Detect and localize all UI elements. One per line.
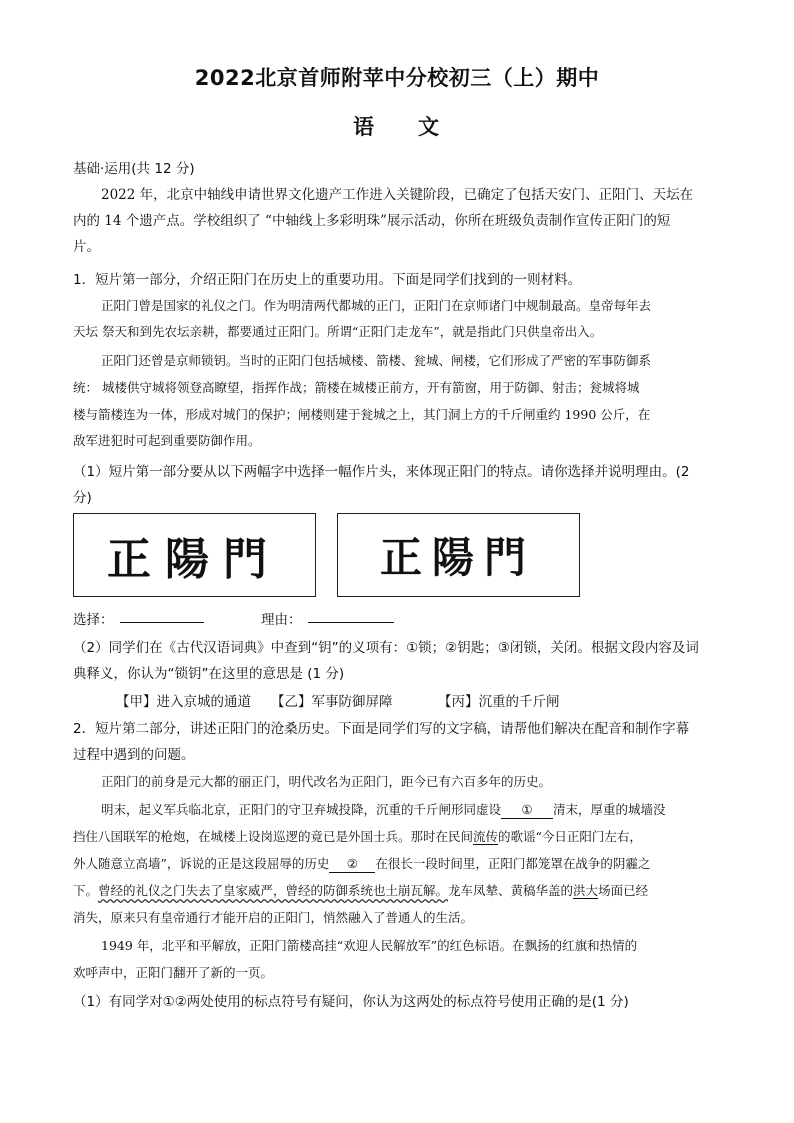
seal-script-text: 正陽門 <box>107 534 281 585</box>
q1-sub2-line-2: 典释义，你认为“锁钥”在这里的意思是 (1 分) <box>73 666 345 682</box>
wavy-underlined-sentence: 曾经的礼仪之门失去了皇家威严，曾经的防御系统也土崩瓦解。 <box>98 883 449 898</box>
text-segment: 场面已经 <box>598 883 649 898</box>
seal-script-art <box>74 514 315 596</box>
intro-line-3: 片。 <box>73 239 100 255</box>
intro-line-1: 2022 年，北京中轴线申请世界文化遗产工作进入关键阶段，已确定了包括天安门、正阳门、天坛在 <box>101 187 694 203</box>
section-heading: 基础·运用(共 12 分) <box>73 161 195 177</box>
text-segment: 龙车凤辇、黄稿华盖的 <box>448 883 574 898</box>
underlined-word-hongda: 洪大 <box>573 883 599 898</box>
text-segment: 的歌谣“今日正阳门左右， <box>498 829 642 844</box>
q2-para-2-line-4 <box>73 881 648 899</box>
choice-answer-line[interactable] <box>120 622 204 623</box>
material-line: 统： 城楼供守城将领登高瞭望，指挥作战；箭楼在城楼正前方，开有箭窗，用于防御、射击；瓮城将城 <box>73 380 640 395</box>
q2-para-3-line-1: 1949 年，北平和平解放，正阳门箭楼高挂“欢迎人民解放军”的红色标语。在飘扬的红旗和热情的 <box>101 938 638 953</box>
option-yi[interactable]: 【乙】军事防御屏障 <box>271 694 393 710</box>
material-line: 敌军进犯时可起到重要防御作用。 <box>73 433 261 448</box>
question-2-stem-line-1: 2．短片第二部分，讲述正阳门的沧桑历史。下面是同学们写的文字稿，请帮他们解决在配音和制作字幕 <box>73 721 690 737</box>
clerical-script-text: 正陽門 <box>379 533 537 582</box>
text-segment: 外人随意立高墙”，诉说的正是这段屈辱的历史 <box>73 856 330 871</box>
q1-sub2-line-1: （2）同学们在《古代汉语词典》中查到“钥”的义项有：①锁；②钥匙；③闭锁，关闭。根据文段内容及词 <box>73 640 699 656</box>
option-jia[interactable]: 【甲】进入京城的通道 <box>116 694 251 710</box>
q2-para-2-line-3 <box>73 854 650 873</box>
text-segment: 下。 <box>73 883 99 898</box>
material-line: 天坛 祭天和到先农坛亲耕，都要通过正阳门。所谓“正阳门走龙车”，就是指此门只供皇帝出入。 <box>73 324 603 339</box>
question-2-stem-line-2: 过程中遇到的问题。 <box>73 747 195 763</box>
calligraphy-image-clerical[interactable] <box>337 513 580 597</box>
intro-line-2: 内的 14 个遗产点。学校组织了 “中轴线上多彩明珠”展示活动，你所在班级负责制作宣传正阳门的短 <box>73 213 671 229</box>
material-line: 正阳门还曾是京师锁钥。当时的正阳门包括城楼、箭楼、瓮城、闸楼，它们形成了严密的军事防御系 <box>101 353 652 368</box>
underlined-word-liuchuan: 流传 <box>473 829 499 844</box>
text-segment: 挡住八国联军的枪炮，在城楼上设岗巡逻的竟已是外国士兵。那时在民间 <box>73 829 474 844</box>
q2-para-2-line-2 <box>73 827 642 845</box>
text-segment: 在很长一段时间里，正阳门都笼罩在战争的阴霾之 <box>375 856 651 871</box>
q1-sub1-line-2: 分) <box>73 490 92 506</box>
q2-para-2-line-1 <box>101 800 666 819</box>
q2-para-2-line-5: 消失，原来只有皇帝通行才能开启的正阳门，悄然融入了普通人的生活。 <box>73 910 474 925</box>
subject-title <box>0 111 794 141</box>
subject-char-1: 语 <box>353 115 376 139</box>
exam-title: 2022北京首师附苹中分校初三（上）期中 <box>194 66 600 90</box>
option-bing[interactable]: 【丙】沉重的千斤闸 <box>438 694 560 710</box>
text-segment: 清末，厚重的城墙没 <box>553 802 666 817</box>
text-segment: 明末，起义军兵临北京，正阳门的守卫弃城投降，沉重的千斤闸形同虚设 <box>101 802 502 817</box>
q1-sub1-line-1: （1）短片第一部分要从以下两幅字中选择一幅作片头，来体现正阳门的特点。请你选择并说明理由。(2 <box>73 464 690 480</box>
q2-para-3-line-2: 欢呼声中，正阳门翻开了新的一页。 <box>73 965 274 980</box>
material-line: 楼与箭楼连为一体，形成对城门的保护；闸楼则建于瓮城之上，其门洞上方的千斤闸重约 1990 公斤，在 <box>73 407 651 422</box>
reason-label: 理由： <box>261 612 302 628</box>
q2-para-1: 正阳门的前身是元大都的丽正门，明代改名为正阳门，距今已有六百多年的历史。 <box>101 774 552 789</box>
q2-sub1: （1）有同学对①②两处使用的标点符号有疑问，你认为这两处的标点符号使用正确的是(1 分) <box>73 994 629 1010</box>
punctuation-blank-1[interactable]: ① <box>501 802 553 819</box>
reason-answer-line[interactable] <box>308 622 394 623</box>
choice-label: 选择： <box>73 612 114 628</box>
calligraphy-image-seal[interactable] <box>73 513 316 597</box>
question-1-stem: 1．短片第一部分，介绍正阳门在历史上的重要功用。下面是同学们找到的一则材料。 <box>73 272 582 288</box>
punctuation-blank-2[interactable]: ② <box>329 856 375 873</box>
clerical-script-art <box>338 514 579 596</box>
material-line: 正阳门曾是国家的礼仪之门。作为明清两代都城的正门，正阳门在京师诸门中规制最高。皇帝每年去 <box>101 298 652 313</box>
subject-char-2: 文 <box>418 115 441 139</box>
